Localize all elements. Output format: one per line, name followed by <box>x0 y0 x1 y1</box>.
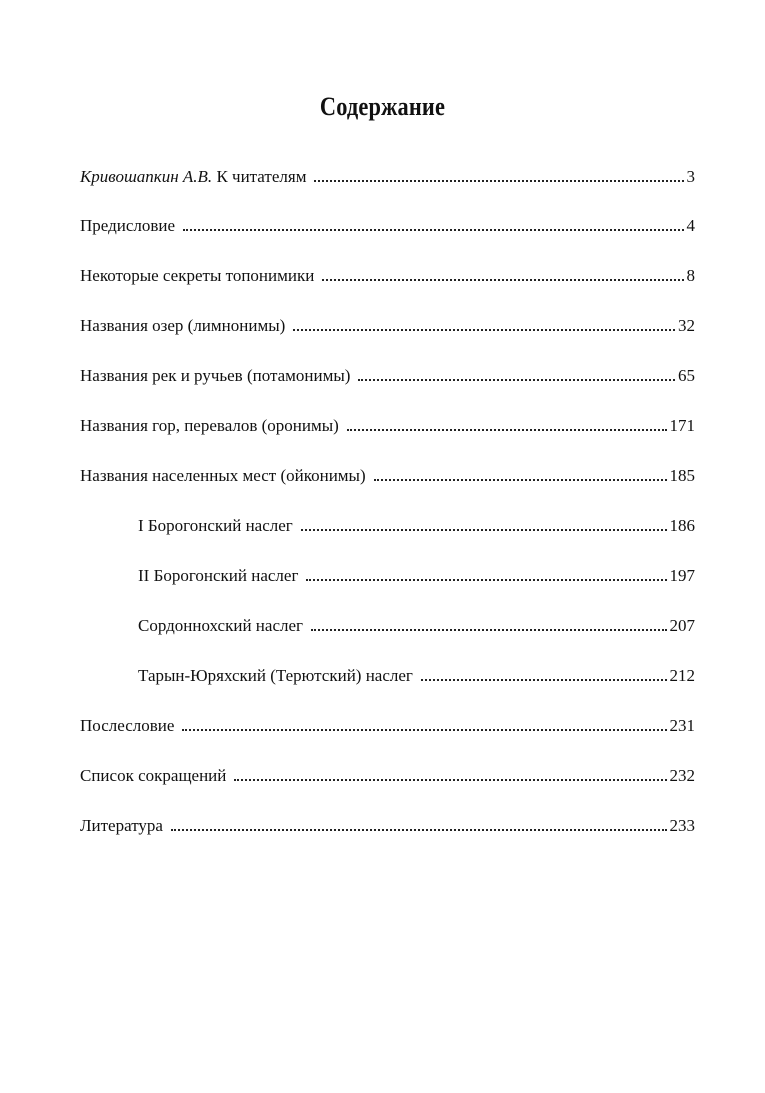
dot-leader <box>322 279 683 281</box>
toc-entry-label: I Борогонский наслег <box>138 516 293 535</box>
toc-entry-page: 232 <box>669 766 695 785</box>
dot-leader <box>314 180 683 182</box>
toc-entry-label: Послесловие <box>80 716 175 735</box>
toc-entry <box>80 366 695 386</box>
toc-entry <box>80 716 695 736</box>
toc-entry <box>80 416 695 436</box>
page-title: Содержание <box>319 92 446 121</box>
toc-entry-page: 32 <box>678 316 695 335</box>
dot-leader <box>421 679 667 681</box>
toc-entry-label: Названия рек и ручьев (потамонимы) <box>80 366 351 385</box>
dot-leader <box>301 529 667 531</box>
dot-leader <box>306 579 666 581</box>
toc-entry-label: Тарын-Юряхский (Терютский) наслег <box>138 666 413 685</box>
toc-entry-label: Некоторые секреты топонимики <box>80 266 315 285</box>
toc-entry-page: 65 <box>678 366 695 385</box>
toc-entry <box>80 816 695 836</box>
toc-entry-page: 4 <box>686 216 695 235</box>
toc-entry-page: 207 <box>669 616 695 635</box>
toc-entry-label: Названия населенных мест (ойконимы) <box>80 466 366 485</box>
dot-leader <box>358 379 675 381</box>
toc-entry-page: 185 <box>669 466 695 485</box>
toc-entry-label: Сордоннохский наслег <box>138 616 303 635</box>
toc-subentry <box>138 566 695 586</box>
toc-entry <box>80 266 695 286</box>
toc-entry-page: 8 <box>686 266 695 285</box>
toc-entry-label: Кривошапкин А.В. К читателям <box>80 167 307 186</box>
toc-entry-author: Кривошапкин А.В. <box>80 167 213 186</box>
toc-entry-page: 231 <box>669 716 695 735</box>
toc-entry-page: 233 <box>669 816 695 835</box>
toc-entry-page: 171 <box>669 416 695 435</box>
toc-entry-page: 186 <box>669 516 695 535</box>
toc-subentry <box>138 616 695 636</box>
toc-entry <box>80 316 695 336</box>
toc-entry-label: Названия озер (лимнонимы) <box>80 316 286 335</box>
toc-entry <box>80 216 695 236</box>
toc-entry-page: 3 <box>686 167 695 186</box>
toc-entry-label: Литература <box>80 816 163 835</box>
dot-leader <box>234 779 666 781</box>
toc-entry-label: Названия гор, перевалов (оронимы) <box>80 416 339 435</box>
toc-entry-page: 212 <box>669 666 695 685</box>
toc-entry-label: II Борогонский наслег <box>138 566 299 585</box>
toc-entry-label: Список сокращений <box>80 766 227 785</box>
dot-leader <box>311 629 667 631</box>
toc-entry <box>80 466 695 486</box>
dot-leader <box>347 429 667 431</box>
dot-leader <box>293 329 675 331</box>
dot-leader <box>182 729 666 731</box>
dot-leader <box>171 829 667 831</box>
toc-subentry <box>138 666 695 686</box>
toc-entry-page: 197 <box>669 566 695 585</box>
toc-entry <box>80 766 695 786</box>
dot-leader <box>374 479 667 481</box>
dot-leader <box>183 229 683 231</box>
toc-entry-label: Предисловие <box>80 216 176 235</box>
toc-entry <box>80 167 695 187</box>
toc-subentry <box>138 516 695 536</box>
